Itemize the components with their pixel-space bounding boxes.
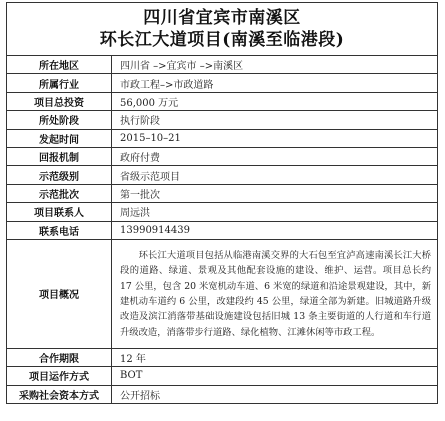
row-stage — [7, 111, 438, 129]
row-overview — [7, 239, 438, 348]
row-procurement-method — [7, 385, 438, 403]
label-contact-phone: 联系电话 — [7, 221, 112, 239]
project-info-card — [6, 2, 438, 418]
value-overview: 环长江大道项目包括从临港南溪交界的大石包至宜泸高速南溪长江大桥段的道路、绿道、景观及其他配套设施的建设、维护、运营。项目总长约 17 公里，包含 20 米宽机动车道、6 米宽的绿道和沿途景观建设，其中，新建机动车道约 6 公里，改建段约 45 公里，绿道全部为新建。旧城道路升级改造及滨江消落带基础设施建设包括旧城 13 条主要街道的人行道和车行道升级改造，消落带步行道路、绿化植物、江滩休闲等市政工程。 — [112, 239, 438, 348]
project-info-table — [6, 55, 438, 404]
row-launch-date — [7, 129, 438, 147]
row-return-mechanism — [7, 147, 438, 165]
value-demo-batch: 第一批次 — [112, 184, 438, 202]
row-demo-level — [7, 166, 438, 184]
title-line-2: 环长江大道项目(南溪至临港段) — [99, 30, 345, 50]
label-total-investment: 项目总投资 — [7, 92, 112, 110]
value-launch-date: 2015–10–21 — [112, 129, 438, 147]
row-location — [7, 56, 438, 74]
value-operation-mode: BOT — [112, 367, 438, 385]
value-procurement-method: 公开招标 — [112, 385, 438, 403]
label-overview: 项目概况 — [7, 239, 112, 348]
value-location: 四川省 –>宜宾市 –>南溪区 — [112, 56, 438, 74]
row-cooperation-term — [7, 348, 438, 366]
label-procurement-method: 采购社会资本方式 — [7, 385, 112, 403]
value-cooperation-term: 12 年 — [112, 348, 438, 366]
value-demo-level: 省级示范项目 — [112, 166, 438, 184]
row-total-investment — [7, 92, 438, 110]
value-contact-person: 周远洪 — [112, 203, 438, 221]
value-total-investment: 56,000 万元 — [112, 92, 438, 110]
row-contact-phone — [7, 221, 438, 239]
title-block — [6, 2, 438, 55]
label-demo-level: 示范级别 — [7, 166, 112, 184]
row-contact-person — [7, 203, 438, 221]
value-stage: 执行阶段 — [112, 111, 438, 129]
row-operation-mode — [7, 367, 438, 385]
label-stage: 所处阶段 — [7, 111, 112, 129]
label-industry: 所属行业 — [7, 74, 112, 92]
value-contact-phone: 13990914439 — [112, 221, 438, 239]
row-demo-batch — [7, 184, 438, 202]
label-contact-person: 项目联系人 — [7, 203, 112, 221]
label-operation-mode: 项目运作方式 — [7, 367, 112, 385]
label-cooperation-term: 合作期限 — [7, 348, 112, 366]
value-industry: 市政工程–>市政道路 — [112, 74, 438, 92]
title-line-1: 四川省宜宾市南溪区 — [143, 8, 301, 28]
label-launch-date: 发起时间 — [7, 129, 112, 147]
row-industry — [7, 74, 438, 92]
label-location: 所在地区 — [7, 56, 112, 74]
value-return-mechanism: 政府付费 — [112, 147, 438, 165]
label-demo-batch: 示范批次 — [7, 184, 112, 202]
label-return-mechanism: 回报机制 — [7, 147, 112, 165]
